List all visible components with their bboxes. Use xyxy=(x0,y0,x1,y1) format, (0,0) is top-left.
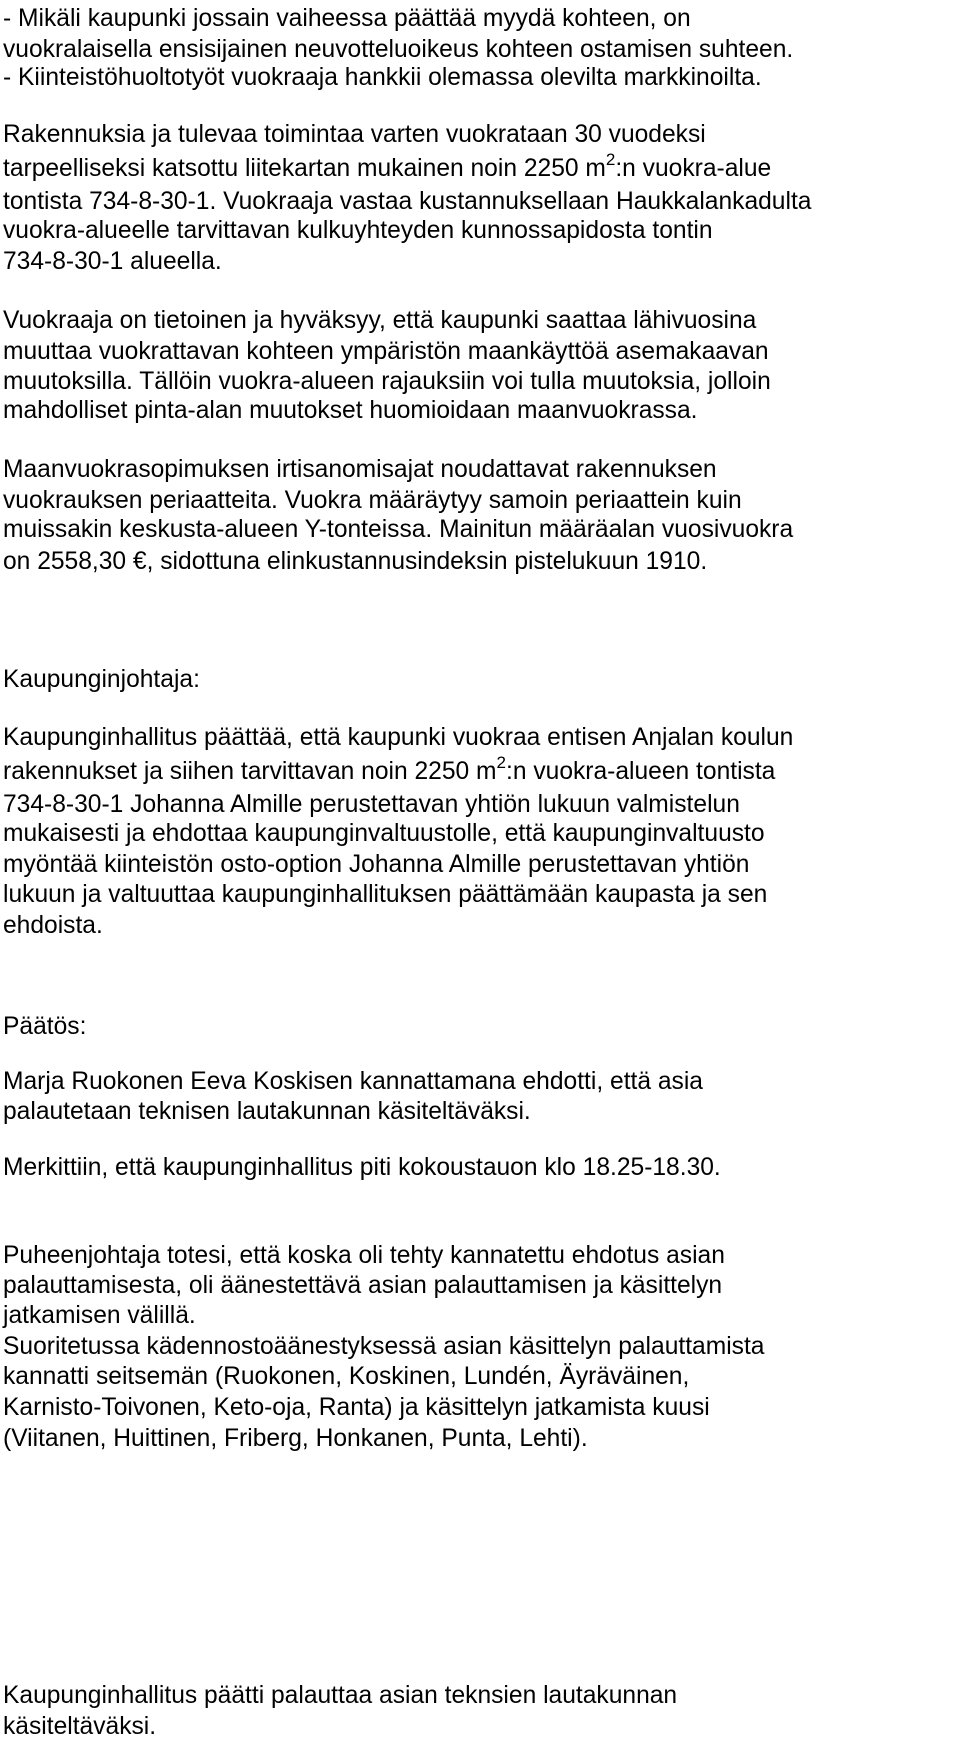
text-line: palauttamisesta, oli äänestettävä asian palauttamisen ja käsittelyn xyxy=(3,1272,723,1299)
section-heading: Päätös: xyxy=(3,1013,87,1040)
text-line: kannatti seitsemän (Ruokonen, Koskinen, Lundén, Äyräväinen, xyxy=(3,1363,690,1390)
text-line: mahdolliset pinta-alan muutokset huomioidaan maanvuokrassa. xyxy=(3,397,698,424)
text-line-part: :n vuokra-alueen tontista xyxy=(506,758,776,785)
text-line: on 2558,30 €, sidottuna elinkustannusindeksin pistelukuun 1910. xyxy=(3,548,708,575)
text-line: ehdoista. xyxy=(3,912,103,939)
superscript: 2 xyxy=(605,150,616,169)
text-line: Puheenjohtaja totesi, että koska oli tehty kannatettu ehdotus asian xyxy=(3,1242,725,1269)
text-line: Rakennuksia ja tulevaa toimintaa varten vuokrataan 30 vuodeksi xyxy=(3,121,706,148)
text-line: Kaupunginhallitus päättää, että kaupunki vuokraa entisen Anjalan koulun xyxy=(3,724,794,751)
text-line: tontista 734-8-30-1. Vuokraaja vastaa kustannuksellaan Haukkalankadulta xyxy=(3,188,812,215)
text-line: muissakin keskusta-alueen Y-tonteissa. Mainitun määräalan vuosivuokra xyxy=(3,516,794,543)
text-line: vuokrauksen periaatteita. Vuokra määräytyy samoin periaattein kuin xyxy=(3,487,742,514)
superscript: 2 xyxy=(496,753,507,772)
text-line xyxy=(3,150,772,185)
text-line: mukaisesti ja ehdottaa kaupunginvaltuustolle, että kaupunginvaltuusto xyxy=(3,820,765,847)
text-line: 734-8-30-1 Johanna Almille perustettavan yhtiön lukuun valmistelun xyxy=(3,791,740,818)
text-line: myöntää kiinteistön osto-option Johanna Almille perustettavan yhtiön xyxy=(3,851,750,878)
text-line-part: rakennukset ja siihen tarvittavan noin 2250 m xyxy=(3,758,497,785)
section-heading: Kaupunginjohtaja: xyxy=(3,666,200,693)
text-line: lukuun ja valtuuttaa kaupunginhallituksen päättämään kaupasta ja sen xyxy=(3,881,768,908)
text-line: - Mikäli kaupunki jossain vaiheessa päättää myydä kohteen, on xyxy=(3,5,691,32)
text-line: Maanvuokrasopimuksen irtisanomisajat noudattavat rakennuksen xyxy=(3,456,717,483)
text-line: (Viitanen, Huittinen, Friberg, Honkanen, Punta, Lehti). xyxy=(3,1425,588,1452)
text-line: muutoksilla. Tällöin vuokra-alueen rajauksiin voi tulla muutoksia, jolloin xyxy=(3,368,771,395)
text-line: Karnisto-Toivonen, Keto-oja, Ranta) ja käsittelyn jatkamista kuusi xyxy=(3,1394,710,1421)
text-line: 734-8-30-1 alueella. xyxy=(3,248,222,275)
text-line: Marja Ruokonen Eeva Koskisen kannattamana ehdotti, että asia xyxy=(3,1068,703,1095)
text-line-part: :n vuokra-alue xyxy=(615,155,772,182)
text-line: palautetaan teknisen lautakunnan käsiteltäväksi. xyxy=(3,1098,531,1125)
text-line: jatkamisen välillä. xyxy=(3,1302,196,1329)
text-line: muuttaa vuokrattavan kohteen ympäristön maankäyttöä asemakaavan xyxy=(3,338,769,365)
text-line: käsiteltäväksi. xyxy=(3,1713,157,1740)
text-line: Kaupunginhallitus päätti palauttaa asian teknsien lautakunnan xyxy=(3,1682,678,1709)
text-line: vuokralaisella ensisijainen neuvotteluoikeus kohteen ostamisen suhteen. xyxy=(3,36,794,63)
text-line: Merkittiin, että kaupunginhallitus piti kokoustauon klo 18.25-18.30. xyxy=(3,1154,721,1181)
text-line-part: tarpeelliseksi katsottu liitekartan mukainen noin 2250 m xyxy=(3,155,606,182)
text-line xyxy=(3,753,776,788)
text-line: - Kiinteistöhuoltotyöt vuokraaja hankkii olemassa olevilta markkinoilta. xyxy=(3,64,762,91)
text-line: vuokra-alueelle tarvittavan kulkuyhteyden kunnossapidosta tontin xyxy=(3,217,713,244)
text-line: Suoritetussa kädennostoäänestyksessä asian käsittelyn palauttamista xyxy=(3,1333,765,1360)
text-line: Vuokraaja on tietoinen ja hyväksyy, että kaupunki saattaa lähivuosina xyxy=(3,307,757,334)
